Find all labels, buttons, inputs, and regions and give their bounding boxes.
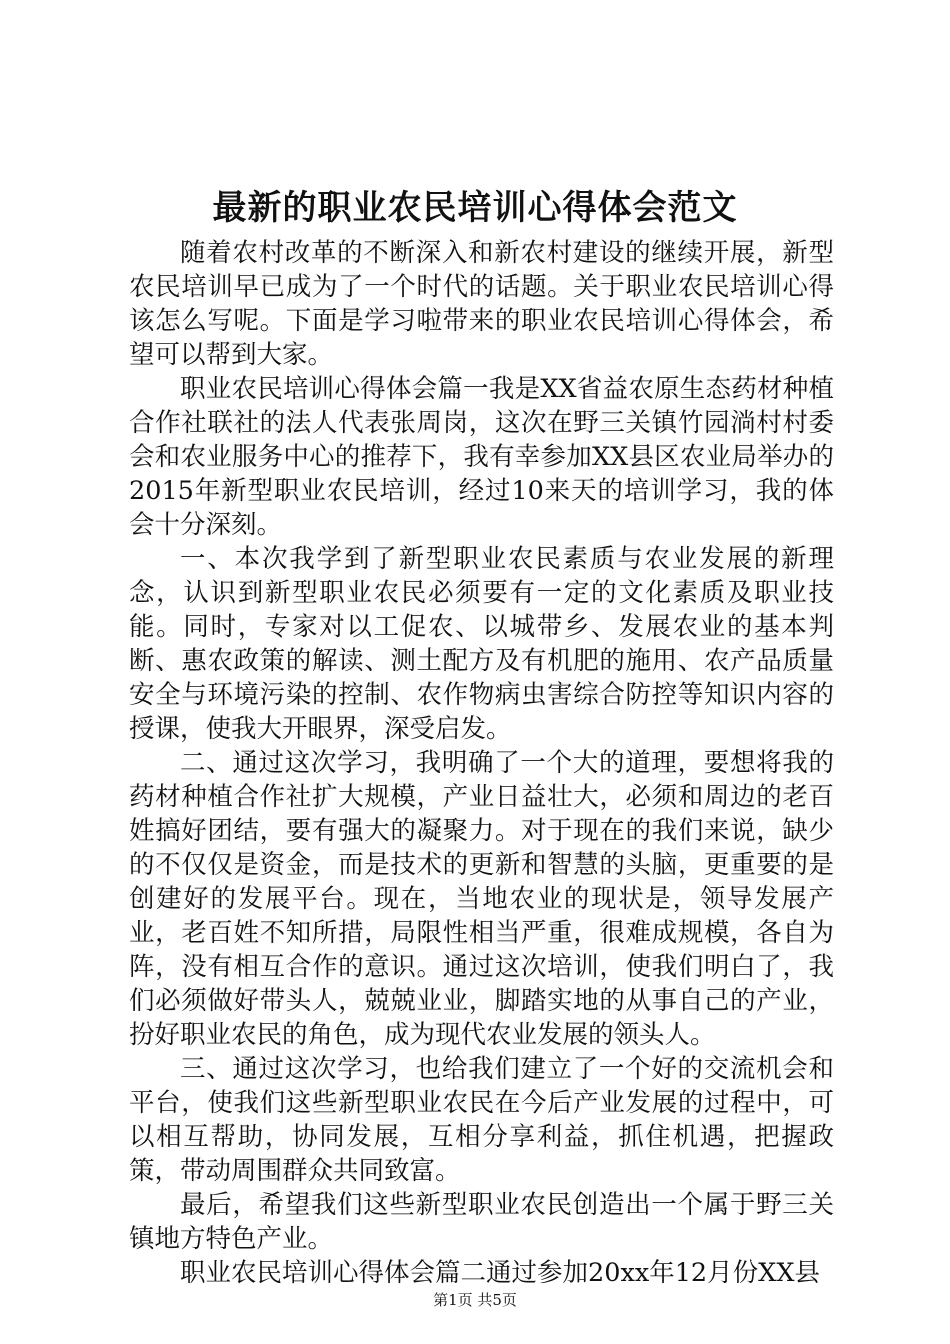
- document-body: [129, 236, 834, 1290]
- paragraph-point-one: 一、本次我学到了新型职业农民素质与农业发展的新理念，认识到新型职业农民必须要有一定的文化素质及职业技能。同时，专家对以工促农、以城带乡、发展农业的基本判断、惠农政策的解读、测土配方及有机肥的施用、农产品质量安全与环境污染的控制、农作物病虫害综合防控等知识内容的授课，使我大开眼界，深受启发。: [129, 544, 834, 744]
- paragraph-point-three: 三、通过这次学习，也给我们建立了一个好的交流机会和平台，使我们这些新型职业农民在今后产业发展的过程中，可以相互帮助，协同发展，互相分享利益，抓住机遇，把握政策，带动周围群众共同致富。: [129, 1054, 834, 1186]
- document-title: 最新的职业农民培训心得体会范文: [212, 188, 738, 228]
- paragraph-intro: 随着农村改革的不断深入和新农村建设的继续开展，新型农民培训早已成为了一个时代的话题。关于职业农民培训心得该怎么写呢。下面是学习啦带来的职业农民培训心得体会，希望可以帮到大家。: [129, 238, 834, 370]
- paragraph-article-one-intro: 职业农民培训心得体会篇一我是XX省益农原生态药材种植合作社联社的法人代表张周岗，这次在野三关镇竹园淌村村委会和农业服务中心的推荐下，我有幸参加XX县区农业局举办的2015年新型职业农民培训，经过10来天的培训学习，我的体会十分深刻。: [129, 374, 834, 540]
- page-number: 第1页 共5页: [433, 1291, 517, 1309]
- paragraph-point-two: 二、通过这次学习，我明确了一个大的道理，要想将我的药材种植合作社扩大规模，产业日益壮大，必须和周边的老百姓搞好团结，要有强大的凝聚力。对于现在的我们来说，缺少的不仅仅是资金，而是技术的更新和智慧的头脑，更重要的是创建好的发展平台。现在，当地农业的现状是，领导发展产业，老百姓不知所措，局限性相当严重，很难成规模，各自为阵，没有相互合作的意识。通过这次培训，使我们明白了，我们必须做好带头人，兢兢业业，脚踏实地的从事自己的产业，扮好职业农民的角色，成为现代农业发展的领头人。: [129, 748, 834, 1050]
- paragraph-conclusion: 最后，希望我们这些新型职业农民创造出一个属于野三关镇地方特色产业。: [129, 1190, 834, 1254]
- paragraph-article-two-intro: 职业农民培训心得体会篇二通过参加20xx年12月份XX县: [180, 1258, 820, 1288]
- page-footer: [0, 1290, 950, 1310]
